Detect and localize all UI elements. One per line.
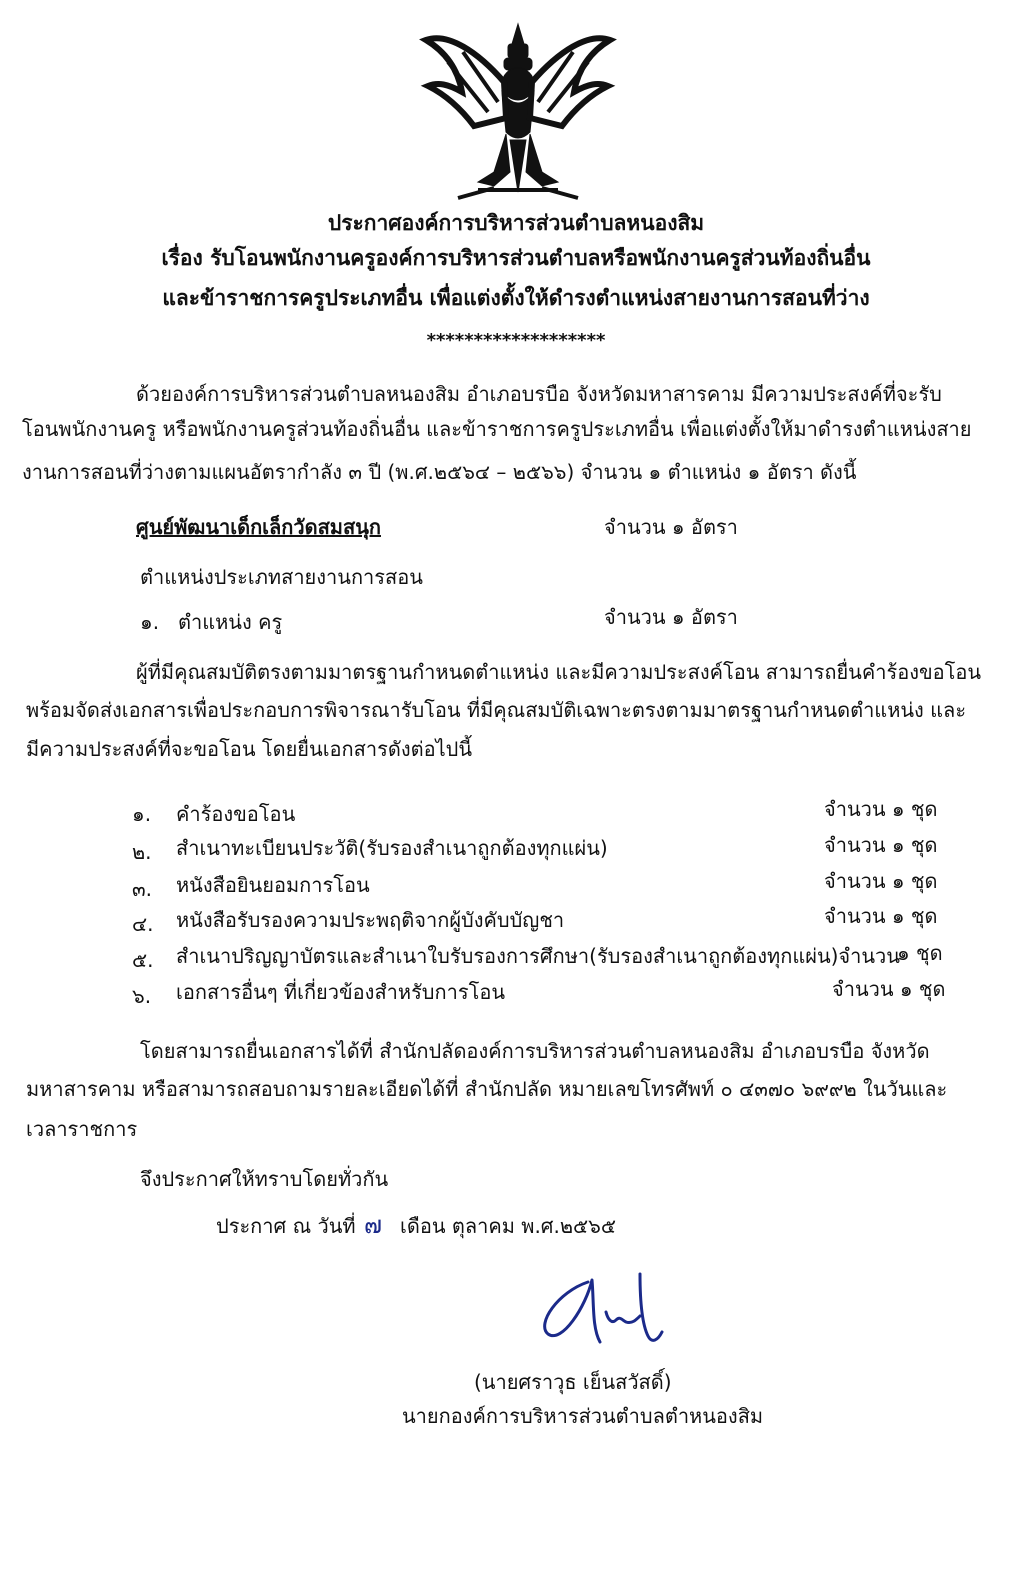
submission-line: โดยสามารถยื่นเอกสารได้ที่ สำนักปลัดองค์การบริหารส่วนตำบลหนองสิม อำเภอบรบือ จังหวัด [140,1039,930,1063]
intro-line: งานการสอนที่ว่างตามแผนอัตรากำลัง ๓ ปี (พ.ศ.๒๕๖๔ – ๒๕๖๖) จำนวน ๑ ตำแหน่ง ๑ อัตรา ดังนี้ [22,460,857,484]
document-number: ๕. [132,948,154,972]
date-suffix: เดือน ตุลาคม พ.ศ.๒๕๖๕ [400,1214,617,1238]
intro-line: โอนพนักงานครู หรือพนักงานครูส่วนท้องถิ่นอื่น และข้าราชการครูประเภทอื่น เพื่อแต่งตั้งให้มาดำรงตำแหน่งสาย [22,417,972,441]
document-count: จำนวน ๑ ชุด [832,977,946,1001]
document-name: เอกสารอื่นๆ ที่เกี่ยวข้องสำหรับการโอน [176,980,506,1004]
announcement-title: ประกาศองค์การบริหารส่วนตำบลหนองสิม [327,211,705,235]
document-name: คำร้องขอโอน [176,802,296,826]
document-count: ๑ ชุด [897,941,943,965]
document-number: ๑. [132,802,152,826]
date-prefix: ประกาศ ณ วันที่ [216,1214,356,1238]
document-name: หนังสือยินยอมการโอน [176,873,370,897]
document-name: สำเนาปริญญาบัตรและสำเนาใบรับรองการศึกษา(รับรองสำเนาถูกต้องทุกแผ่น)จำนวน [176,944,900,968]
separator-stars: ******************* [426,330,606,351]
document-count: จำนวน ๑ ชุด [824,869,938,893]
qualification-line: พร้อมจัดส่งเอกสารเพื่อประกอบการพิจารณารับโอน ที่มีคุณสมบัติเฉพาะตรงตามมาตรฐานกำหนดตำแหน่ง และ [26,698,967,722]
position-type-label: ตำแหน่งประเภทสายงานการสอน [140,565,423,589]
submission-line: มหาสารคาม หรือสามารถสอบถามรายละเอียดได้ที่ สำนักปลัด หมายเลขโทรศัพท์ ๐ ๔๓๗๐ ๖๙๙๒ ในวันและ [26,1077,948,1101]
unit-count: จำนวน ๑ อัตรา [604,515,738,539]
document-count: จำนวน ๑ ชุด [824,904,938,928]
announcement-subject-cont: และข้าราชการครูประเภทอื่น เพื่อแต่งตั้งให้ดำรงตำแหน่งสายงานการสอนที่ว่าง [162,286,870,310]
qualification-line: มีความประสงค์ที่จะขอโอน โดยยื่นเอกสารดังต่อไปนี้ [26,737,473,761]
document-number: ๖. [132,984,152,1008]
date-day: ๗ [364,1211,383,1239]
document-number: ๓. [132,877,153,901]
qualification-line: ผู้ที่มีคุณสมบัติตรงตามมาตรฐานกำหนดตำแหน่ง และมีความประสงค์โอน สามารถยื่นคำร้องขอโอน [136,660,982,684]
garuda-emblem-icon [418,22,618,204]
unit-name: ศูนย์พัฒนาเด็กเล็กวัดสมสนุก [136,515,381,539]
submission-line: เวลาราชการ [26,1117,138,1141]
position-number: ๑. [140,610,160,634]
document-count: จำนวน ๑ ชุด [824,797,938,821]
document-number: ๔. [132,912,154,936]
signature-image [528,1262,678,1352]
position-name: ตำแหน่ง ครู [178,610,283,634]
intro-line: ด้วยองค์การบริหารส่วนตำบลหนองสิม อำเภอบรบือ จังหวัดมหาสารคาม มีความประสงค์ที่จะรับ [136,382,942,406]
announcement-subject: เรื่อง รับโอนพนักงานครูองค์การบริหารส่วนตำบลหรือพนักงานครูส่วนท้องถิ่นอื่น [161,246,871,270]
document-number: ๒. [132,840,152,864]
document-count: จำนวน ๑ ชุด [824,833,938,857]
position-count: จำนวน ๑ อัตรา [604,605,738,629]
document-name: สำเนาทะเบียนประวัติ(รับรองสำเนาถูกต้องทุกแผ่น) [176,836,608,860]
signatory-name: (นายศราวุธ เย็นสวัสดิ์) [474,1370,672,1394]
announce-statement: จึงประกาศให้ทราบโดยทั่วกัน [140,1167,389,1191]
signatory-title: นายกองค์การบริหารส่วนตำบลตำหนองสิม [402,1404,764,1428]
document-name: หนังสือรับรองความประพฤติจากผู้บังคับบัญชา [176,908,565,932]
